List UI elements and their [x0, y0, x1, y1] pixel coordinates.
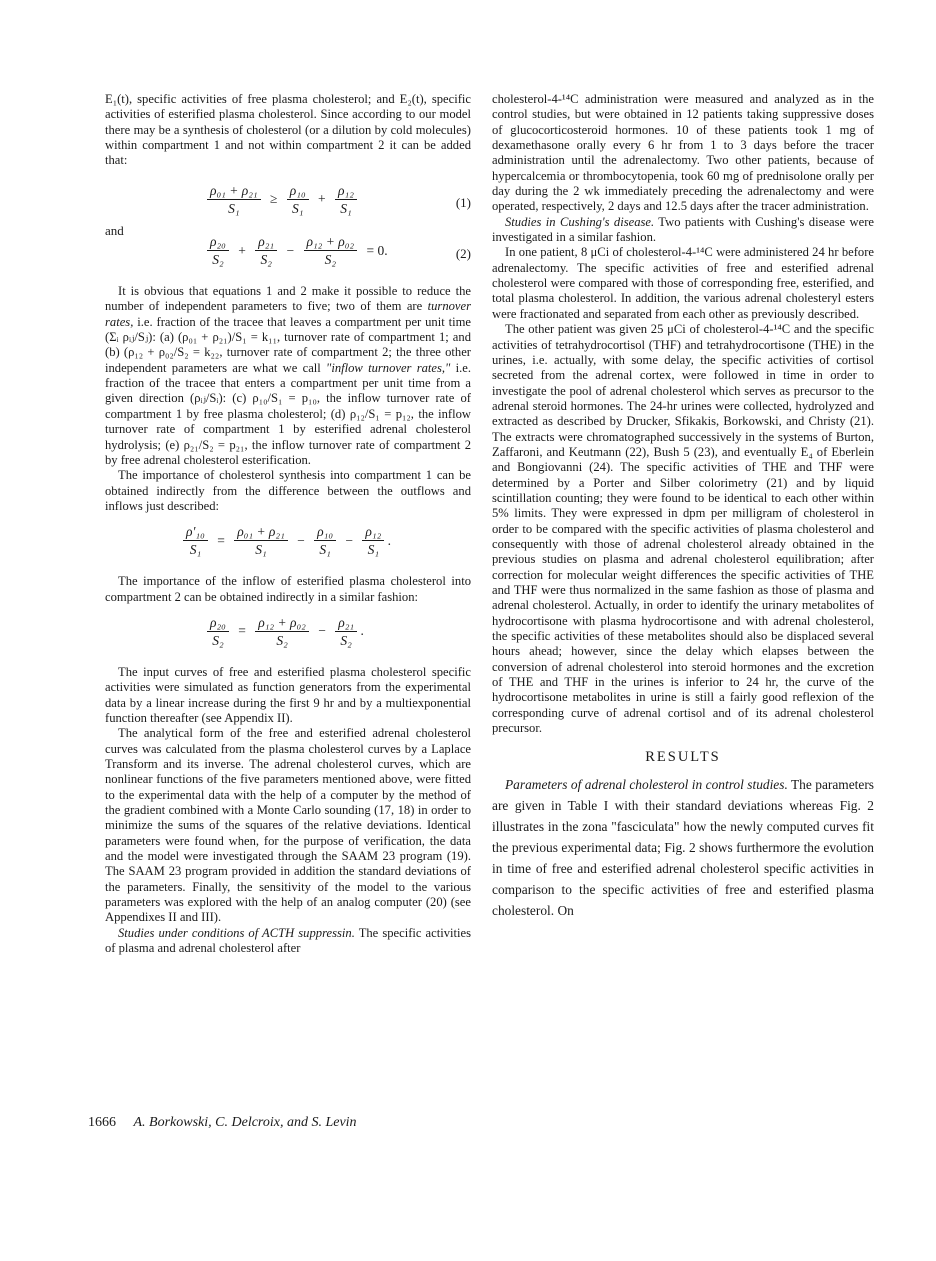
right-column	[492, 92, 874, 921]
paragraph: cholesterol-4-¹⁴C administration were measured and analyzed as in the control studies, but were obtained in 12 patients taking suppressive doses of glucocorticosteroid hormones. 10 of these patients took 1 mg of dexamethasone orally every 6 hr from 1 to 3 days before the tracer administration until the adrenalectomy. Two other patients, because of hypercalcemia or thrombocytopenia, took 60 mg of prednisolone orally per day during the 2 wk immediately preceding the adrenalectomy and were operated, respectively, 2 days and 12.5 days after the tracer administration.	[492, 92, 874, 214]
running-authors: A. Borkowski, C. Delcroix, and S. Levin	[133, 1115, 357, 1130]
left-column	[105, 92, 471, 956]
paragraph: Studies under conditions of ACTH suppressin. The specific activities of plasma and adrenal cholesterol after	[105, 925, 472, 956]
page-footer	[88, 1115, 357, 1131]
paragraph: It is obvious that equations 1 and 2 make it possible to reduce the number of independent parameters to five; two of them are turnover rates, i.e. fraction of the tracee that leaves a compartment per unit time (Σᵢ ρᵢⱼ/Sⱼ): (a) (ρ₀₁ + ρ₂₁)/S₁ = k₁₁, turnover rate of compartment 1; and (b) (ρ₁₂ + ρ₀₂/S₂ = k₂₂, turnover rate of compartment 2; the three other independent parameters are what we call "inflow turnover rates," i.e. fraction of the tracee that enters a compartment per unit time from a given direction (ρᵢⱼ/Sᵢ): (c) ρ₁₀/S₁ = p₁₀, the inflow turnover rate of compartment 1 by free plasma cholesterol; (d) ρ₁₂/S₁ = p₁₂, the inflow turnover rate of compartment 1 by esterified adrenal cholesterol hydrolysis; (e) ρ₂₁/S₂ = p₂₁, the inflow turnover rate of compartment 2 by free adrenal cholesterol esterification.	[105, 284, 471, 467]
paragraph: The importance of cholesterol synthesis into compartment 1 can be obtained indirectly from the difference between the outflows and inflows just described:	[105, 468, 471, 513]
paragraph: Parameters of adrenal cholesterol in control studies. The parameters are given in Table I with their standard deviations whereas Fig. 2 illustrates in the zona "fasciculata" how the newly computed curves fit the previous experimental data; Fig. 2 shows furthermore the evolution in time of free and esterified adrenal cholesterol specific activities in comparison to the specific activities of free and esterified plasma cholesterol. On	[492, 776, 874, 918]
paragraph: E₁(t), specific activities of free plasma cholesterol; and E₂(t), specific activities of esterified plasma cholesterol. Since according to our model there may be a synthesis of cholesterol (or a dilution by cold molecules) within compartment 1 and not within compartment 2 it can be added that:	[105, 92, 471, 168]
paragraph: Studies in Cushing's disease. Two patients with Cushing's disease were investigated in a similar fashion.	[492, 214, 874, 245]
paragraph: The analytical form of the free and esterified adrenal cholesterol curves was calculated from the plasma cholesterol curves by a Laplace Transform and its inverse. The adrenal cholesterol curves, which are nonlinear functions of the five parameters mentioned above, were fitted to the experimental data with the help of a computer by the method of the gradient combined with a Monte Carlo sounding (17, 18) in order to minimize the sums of the squares of the relative deviations. Identical parameters were found when, for the purpose of verification, the data and the model were investigated through the SAAM 23 program (19). The SAAM 23 program provided in addition the standard deviations of the parameters. Finally, the sensitivity of the model to the various parameters was explored with the help of an analog computer (20) (see Appendixes II and III).	[105, 726, 471, 925]
equation-4: $\frac{\text{ρ₂₀}}{\text{S₂}}$ = $\frac{\text{ρ₁₂ + ρ₀₂}}{\text{S₂}}$ − $\frac{\text{ρ₂₁}}{\text{S₂}}$ .	[105, 615, 471, 657]
equation-3: $\frac{\text{ρ′₁₀}}{\text{S₁}}$ = $\frac{\text{ρ₀₁ + ρ₂₁}}{\text{S₁}}$ − $\frac{\text{ρ₁₀}}{\text{S₁}}$ − $\frac{\text{ρ₁₂}}{\text{S₁}}$ .	[105, 524, 471, 566]
equation-2: $\frac{\text{ρ₂₀}}{\text{S₂}}$ + $\frac{\text{ρ₂₁}}{\text{S₂}}$ − $\frac{\text{ρ₁₂ + ρ₀₂}}{\text{S₂}}$ = 0. (2)	[105, 234, 471, 276]
equation-number: (1)	[455, 194, 471, 210]
results-text	[492, 774, 874, 921]
paragraph: The input curves of free and esterified plasma cholesterol specific activities were simulated as function generators from the experimental data by a linear increase during the first 9 hr and by a multiexponential function thereafter (see Appendix II).	[105, 664, 471, 725]
section-heading-results: RESULTS	[645, 749, 721, 766]
word-and: and	[105, 222, 124, 238]
paragraph: The importance of the inflow of esterified plasma cholesterol into compartment 2 can be obtained indirectly in a similar fashion:	[105, 574, 471, 604]
paragraph: In one patient, 8 μCi of cholesterol-4-¹⁴C were administered 24 hr before adrenalectomy. The specific activities of free and esterified adrenal cholesterol were compared with those of corresponding free, esterified, and total plasma cholesterol. In addition, the various adrenal cholesteryl esters were fractionated and separated from each other as previously described.	[492, 245, 874, 321]
paragraph: The other patient was given 25 μCi of cholesterol-4-¹⁴C and the specific activities of tetrahydrocortisol (THF) and tetrahydrocortisone (THE) in the urines, i.e. actually, with some delay, the specific activities of cortisol secreted from the adrenal cortex, were followed in time in order to investigate the pool of adrenal cholesterol which serves as precursor to the adrenal steroid hormones. The 24-hr urines were collected, hydrolyzed and extracted as described by Drucker, Sfikakis, Borkowski, and Christy (21). The extracts were chromatographed successively in the systems of Burton, Zaffaroni, and Keutmann (22), Bush 5 (23), and eventually E₄ of Eberlein and Bongiovanni (24). The specific activities of THE and THF were determined by a Porter and Silber colorimetry (21) and by liquid scintillation counting; they were found to be identical to each other within 5% limits. They were expressed in dpm per milligram of cholesterol in order to be compared with the specific activities of plasma cholesterol and consequently with those of adrenal cholesterol already obtained in the previous studies on plasma and adrenal cholesterol equilibration; after correction for molecular weight differences the specific activities of THE and THF were thus normalized in the same fashion as those of plasma and adrenal cholesterol. Actually, in order to identify the urinary metabolites of hydrocortisone with plasma hydrocortisone and with adrenal cholesterol, the specific activities of these metabolites should also be displaced several hours ahead; however, since the delay which elapses between the conversion of adrenal cholesterol into steroid hormones and the excretion of THE and THF in the urines is inferior to 24 hr, the curve of the hydrocortisone metabolites in urine is still a fairly good reflexion of the corresponding curve of adrenal cortisol and of its adrenal cholesterol precursor.	[492, 322, 874, 736]
page-number: 1666	[88, 1115, 116, 1130]
equation-number: (2)	[455, 246, 471, 262]
equation-1: $\frac{\text{ρ₀₁ + ρ₂₁}}{\text{S₁}}$ ≥ $\frac{\text{ρ₁₀}}{\text{S₁}}$ + $\frac{\text{ρ₁₂}}{\text{S₁}}$ (1)	[105, 183, 471, 225]
